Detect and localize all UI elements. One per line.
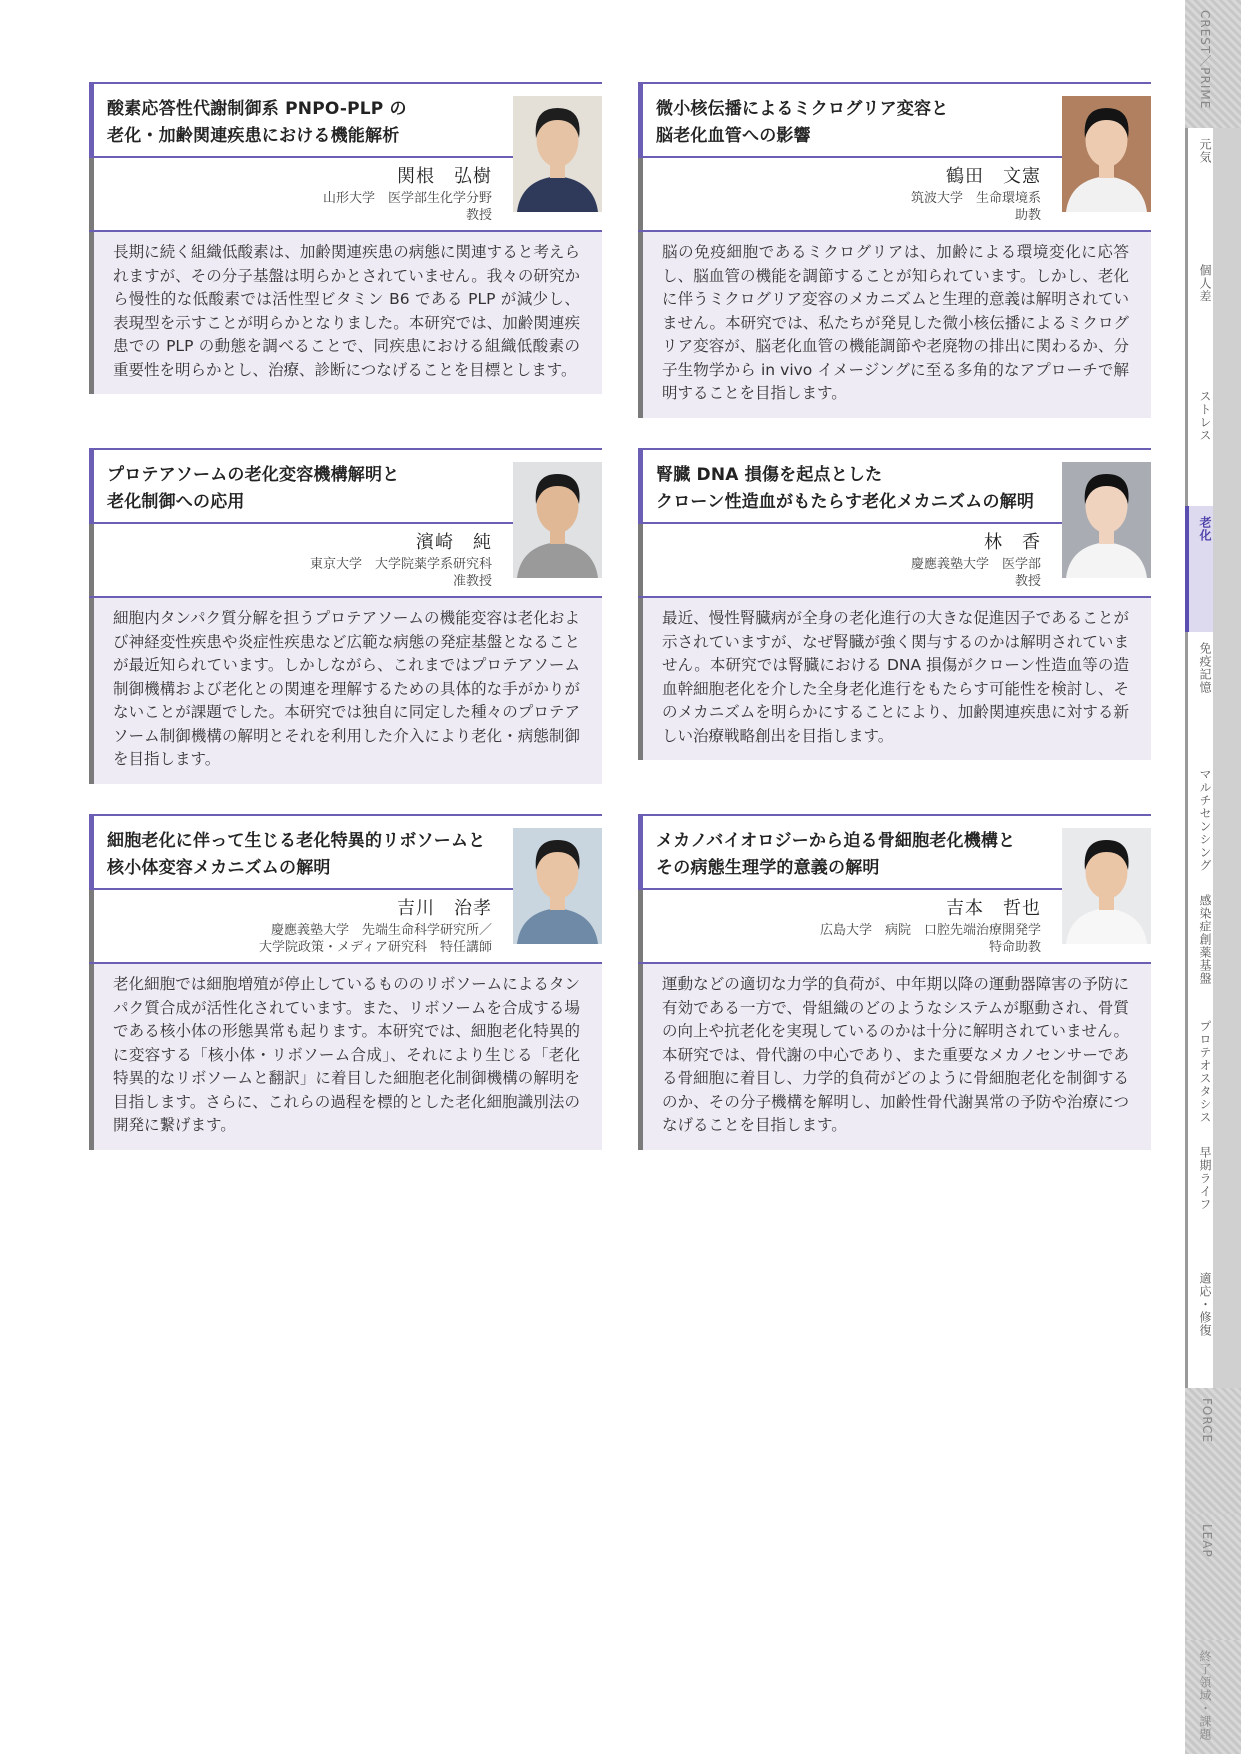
section-tab-label: 感染症創薬基盤 xyxy=(1198,894,1212,985)
section-tab-label: 個人差 xyxy=(1198,264,1212,303)
card-title-line1: 細胞老化に伴って生じる老化特異的リボソームと xyxy=(107,831,486,851)
research-card xyxy=(89,448,602,784)
researcher-affiliation-line1: 広島大学 病院 口腔先端治療開発学 xyxy=(819,923,1041,938)
research-card xyxy=(638,82,1151,418)
section-tab[interactable] xyxy=(1185,632,1241,758)
card-header-accent xyxy=(89,448,94,524)
research-card xyxy=(89,82,602,394)
section-tab[interactable] xyxy=(1185,1262,1241,1388)
card-title-line1: メカノバイオロジーから迫る骨細胞老化機構と xyxy=(656,831,1016,851)
section-tab[interactable] xyxy=(1185,380,1241,506)
researcher-photo xyxy=(513,96,602,212)
researcher-affiliation-line1: 東京大学 大学院薬学系研究科 xyxy=(309,557,492,572)
researcher-affiliation-line1: 筑波大学 生命環境系 xyxy=(910,191,1041,206)
card-title-line2: その病態生理学的意義の解明 xyxy=(656,858,880,878)
researcher-affiliation-line2: 大学院政策・メディア研究科 特任講師 xyxy=(259,940,492,955)
card-header-accent xyxy=(638,814,643,890)
card-title-line1: 酸素応答性代謝制御系 PNPO-PLP の xyxy=(107,99,407,119)
research-card xyxy=(638,814,1151,1150)
section-tab-label: プロテオスタシス xyxy=(1198,1020,1212,1124)
tab-pattern xyxy=(1213,1136,1241,1262)
card-header-accent xyxy=(89,82,94,158)
section-tab-label: CREST／PRIME xyxy=(1198,10,1212,110)
researcher-affiliation-line2: 准教授 xyxy=(452,574,492,589)
card-header-accent xyxy=(89,814,94,890)
tab-pattern xyxy=(1213,758,1241,884)
tab-pattern xyxy=(1213,1262,1241,1388)
research-card xyxy=(89,814,602,1150)
card-title-line1: 腎臓 DNA 損傷を起点とした xyxy=(656,465,883,485)
section-tab-label: ストレス xyxy=(1198,390,1212,442)
tab-pattern xyxy=(1213,254,1241,380)
researcher-affiliation-line2: 教授 xyxy=(1014,574,1041,589)
section-tab[interactable] xyxy=(1185,1010,1241,1136)
researcher-name: 関根 弘樹 xyxy=(397,166,492,187)
card-title-line2: 老化制御への応用 xyxy=(107,492,245,512)
card-header-accent xyxy=(638,448,643,524)
tab-pattern xyxy=(1213,1010,1241,1136)
section-tab[interactable] xyxy=(1185,128,1241,254)
section-tab[interactable] xyxy=(1185,506,1241,632)
card-header-accent xyxy=(638,82,643,158)
card-title-line2: 老化・加齢関連疾患における機能解析 xyxy=(107,126,400,146)
card-description: 老化細胞では細胞増殖が停止しているもののリボソームによるタンパク質合成が活性化されています。また、リボソームを合成する場である核小体の形態異常も起ります。本研究では、細胞老化特異的に変容する「核小体・リボソーム合成」、それにより生じる「老化特異的なリボソームと翻訳」に着目した細胞老化制御機構の解明を目指します。さらに、これらの過程を標的とした老化細胞識別法の開発に繋げます。 xyxy=(89,964,602,1150)
tab-pattern xyxy=(1213,884,1241,1010)
tab-pattern xyxy=(1213,632,1241,758)
tab-pattern xyxy=(1213,128,1241,254)
section-tab-label: 元気 xyxy=(1198,138,1212,164)
section-tab[interactable] xyxy=(1185,1388,1241,1514)
card-title-line2: クローン性造血がもたらす老化メカニズムの解明 xyxy=(656,492,1035,512)
section-tab-label: FORCE xyxy=(1200,1398,1214,1444)
section-tab-label: マルチセンシング xyxy=(1198,768,1212,872)
researcher-name: 吉本 哲也 xyxy=(946,898,1041,919)
card-description: 脳の免疫細胞であるミクログリアは、加齢による環境変化に応答し、脳血管の機能を調節することが知られています。しかし、老化に伴うミクログリア変容のメカニズムと生理的意義は解明されていません。本研究では、私たちが発見した微小核伝播によるミクログリア変容が、脳老化血管の機能調節や老廃物の排出に関わるか、分子生物学から in vivo イメージングに至る多角的なアプローチで解明することを目指します。 xyxy=(638,232,1151,418)
researcher-photo xyxy=(1062,96,1151,212)
researcher-name: 吉川 治孝 xyxy=(397,898,492,919)
card-title-line2: 核小体変容メカニズムの解明 xyxy=(107,858,331,878)
researcher-photo xyxy=(1062,462,1151,578)
researcher-photo xyxy=(513,828,602,944)
section-index-tabs xyxy=(1185,0,1241,1754)
section-tab[interactable] xyxy=(1185,1514,1241,1640)
researcher-name: 林 香 xyxy=(984,532,1041,553)
researcher-affiliation-line2: 教授 xyxy=(465,208,492,223)
card-description: 運動などの適切な力学的負荷が、中年期以降の運動器障害の予防に有効である一方で、骨組織のどのようなシステムが駆動され、骨質の向上や抗老化を実現しているのかは十分に解明されていません。本研究では、骨代謝の中心であり、また重要なメカノセンサーである骨細胞に着目し、力学的負荷がどのように骨細胞老化を制御するのか、その分子機構を解明し、加齢性骨代謝異常の予防や治療につなげることを目指します。 xyxy=(638,964,1151,1150)
researcher-photo xyxy=(513,462,602,578)
section-tab-label: 早期ライフ xyxy=(1198,1146,1212,1211)
card-description: 細胞内タンパク質分解を担うプロテアソームの機能変容は老化および神経変性疾患や炎症性疾患など広範な病態の発症基盤となることが最近知られています。しかしながら、これまではプロテアソーム制御機構および老化との関連を理解するための具体的な手がかりがないことが課題でした。本研究では独自に同定した種々のプロテアソーム制御機構の解明とそれを利用した介入により老化・病態制御を目指します。 xyxy=(89,598,602,784)
section-tab[interactable] xyxy=(1185,1640,1241,1754)
section-tab[interactable] xyxy=(1185,758,1241,884)
researcher-affiliation-line2: 助教 xyxy=(1014,208,1041,223)
section-tab-label: LEAP xyxy=(1200,1524,1214,1558)
section-tab-label: 適応・修復 xyxy=(1198,1272,1212,1337)
section-tab[interactable] xyxy=(1185,1136,1241,1262)
research-card xyxy=(638,448,1151,760)
section-tab[interactable] xyxy=(1185,254,1241,380)
section-tab-label: 老化 xyxy=(1198,516,1212,542)
section-tab[interactable] xyxy=(1185,0,1241,128)
card-title-line1: プロテアソームの老化変容機構解明と xyxy=(107,465,400,485)
card-description: 最近、慢性腎臓病が全身の老化進行の大きな促進因子であることが示されていますが、なぜ腎臓が強く関与するのかは解明されていません。本研究では腎臓における DNA 損傷がクローン性造血等の造血幹細胞老化を介した全身老化進行をもたらす可能性を検討し、そのメカニズムを明らかにすることにより、加齢関連疾患に対する新しい治療戦略創出を目指します。 xyxy=(638,598,1151,760)
researcher-affiliation-line1: 慶應義塾大学 先端生命科学研究所／ xyxy=(270,923,492,938)
researcher-photo xyxy=(1062,828,1151,944)
card-description: 長期に続く組織低酸素は、加齢関連疾患の病態に関連すると考えられますが、その分子基盤は明らかとされていません。我々の研究から慢性的な低酸素では活性型ビタミン B6 である PLP が減少し、表現型を示すことが明らかとなりました。本研究では、加齢関連疾患での PLP の動態を調べることで、同疾患における組織低酸素の重要性を明らかとし、治療、診断につなげることを目標とします。 xyxy=(89,232,602,394)
section-tab-label: 免疫記憶 xyxy=(1198,642,1212,694)
card-title-line1: 微小核伝播によるミクログリア変容と xyxy=(656,99,949,119)
tab-pattern xyxy=(1213,506,1241,632)
researcher-name: 鶴田 文憲 xyxy=(946,166,1041,187)
researcher-affiliation-line1: 慶應義塾大学 医学部 xyxy=(910,557,1041,572)
section-tab-label: 終了領域・課題 xyxy=(1198,1650,1212,1741)
tab-pattern xyxy=(1213,380,1241,506)
researcher-affiliation-line1: 山形大学 医学部生化学分野 xyxy=(322,191,492,206)
researcher-affiliation-line2: 特命助教 xyxy=(988,940,1041,955)
researcher-name: 濱崎 純 xyxy=(416,532,492,553)
card-title-line2: 脳老化血管への影響 xyxy=(656,126,811,146)
section-tab[interactable] xyxy=(1185,884,1241,1010)
